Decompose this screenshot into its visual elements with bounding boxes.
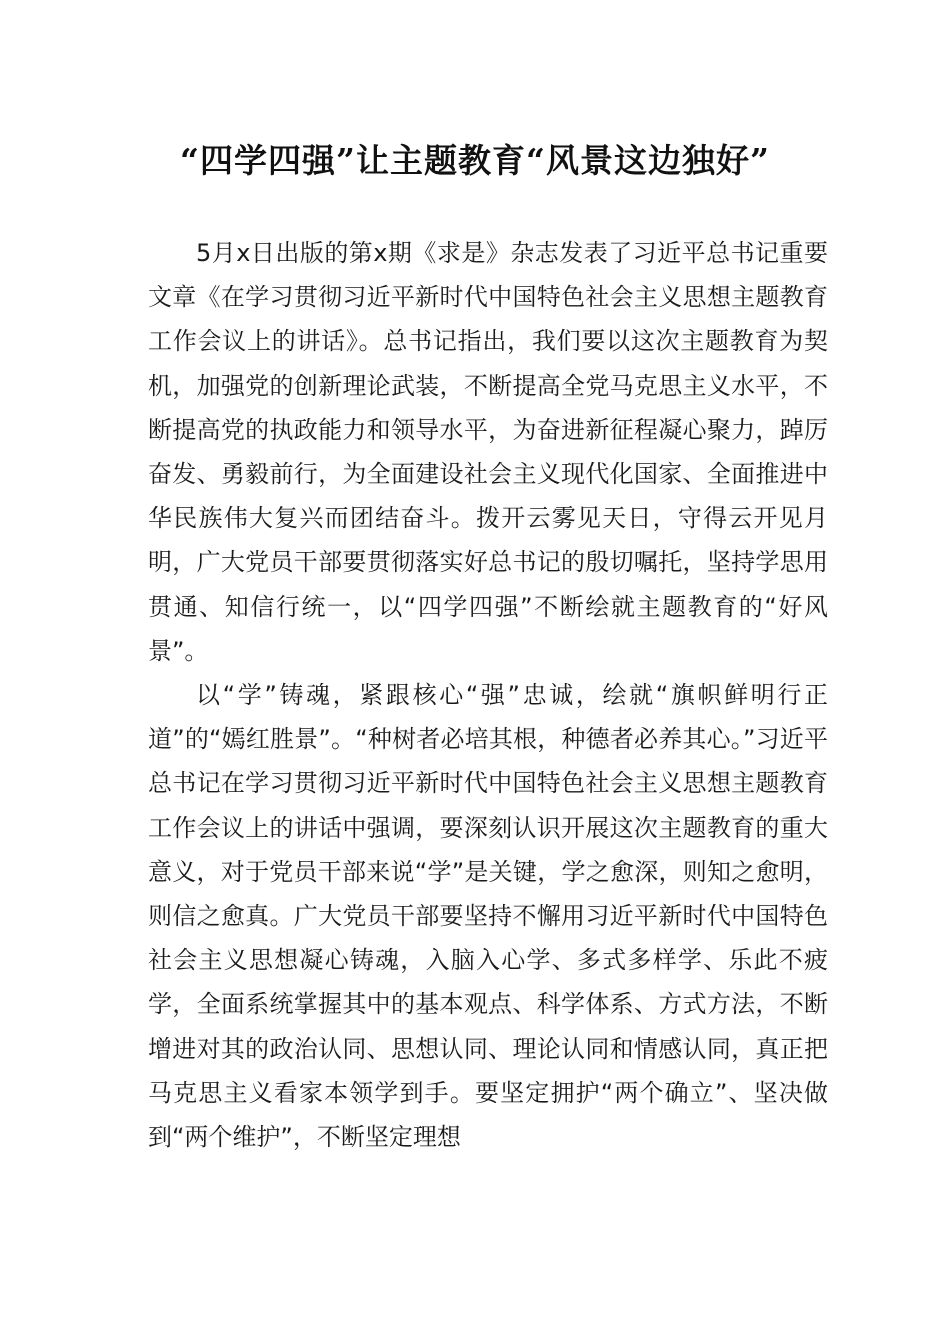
- document-body: [148, 231, 828, 1159]
- document-title: “四学四强”让主题教育“风景这边独好”: [180, 141, 770, 180]
- paragraph-2: 以“学”铸魂，紧跟核心“强”忠诚，绘就“旗帜鲜明行正道”的“嫣红胜景”。“种树者必培其根，种德者必养其心。”习近平总书记在学习贯彻习近平新时代中国特色社会主义思想主题教育工作会议上的讲话中强调，要深刻认识开展这次主题教育的重大意义，对于党员干部来说“学”是关键，学之愈深，则知之愈明，则信之愈真。广大党员干部要坚持不懈用习近平新时代中国特色社会主义思想凝心铸魂，入脑入心学、多式多样学、乐此不疲学，全面系统掌握其中的基本观点、科学体系、方式方法，不断增进对其的政治认同、思想认同、理论认同和情感认同，真正把马克思主义看家本领学到手。要坚定拥护“两个确立”、坚决做到“两个维护”，不断坚定理想: [148, 681, 828, 1152]
- paragraph-1: 5月x日出版的第x期《求是》杂志发表了习近平总书记重要文章《在学习贯彻习近平新时代中国特色社会主义思想主题教育工作会议上的讲话》。总书记指出，我们要以这次主题教育为契机，加强党的创新理论武装，不断提高全党马克思主义水平，不断提高党的执政能力和领导水平，为奋进新征程凝心聚力，踔厉奋发、勇毅前行，为全面建设社会主义现代化国家、全面推进中华民族伟大复兴而团结奋斗。拨开云雾见天日，守得云开见月明，广大党员干部要贯彻落实好总书记的殷切嘱托，坚持学思用贯通、知信行统一，以“四学四强”不断绘就主题教育的“好风景”。: [148, 239, 828, 665]
